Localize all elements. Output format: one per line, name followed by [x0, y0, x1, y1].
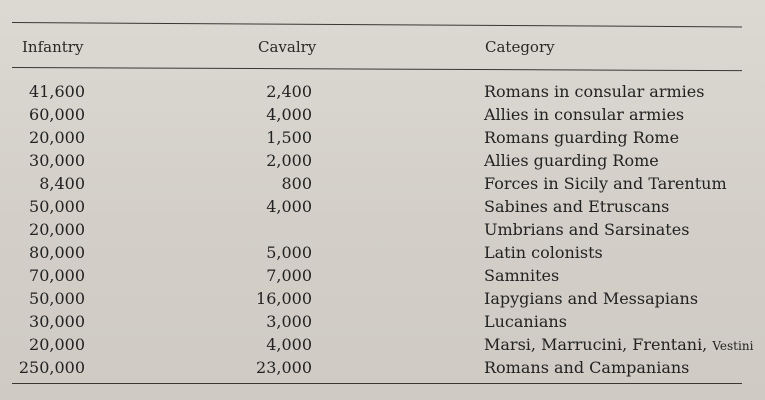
infantry-cell: 20,000 — [29, 128, 85, 147]
top-rule — [12, 22, 742, 27]
cavalry-cell: 4,000 — [266, 105, 312, 124]
category-cell: Allies in consular armies — [484, 105, 685, 124]
infantry-cell: 20,000 — [29, 220, 85, 239]
cavalry-cell: 7,000 — [266, 266, 312, 285]
infantry-cell: 8,400 — [39, 174, 85, 193]
category-extra-text: Vestini — [712, 339, 754, 353]
infantry-cell: 50,000 — [29, 289, 85, 308]
infantry-cell: 50,000 — [29, 197, 85, 216]
infantry-cell: 70,000 — [29, 266, 85, 285]
category-header: Category — [485, 38, 555, 56]
category-cell: Forces in Sicily and Tarentum — [484, 174, 727, 193]
table-row — [0, 310, 765, 333]
table-body — [0, 80, 765, 379]
cavalry-cell: 4,000 — [266, 335, 312, 354]
category-cell: Romans in consular armies — [484, 82, 705, 101]
category-cell: Iapygians and Messapians — [484, 289, 699, 308]
infantry-cell: 41,600 — [29, 82, 85, 101]
cavalry-cell: 5,000 — [266, 243, 312, 262]
table-row — [0, 287, 765, 310]
infantry-cell: 30,000 — [29, 312, 85, 331]
category-cell: Latin colonists — [484, 243, 603, 262]
table-row — [0, 103, 765, 126]
table-row — [0, 149, 765, 172]
category-cell: Sabines and Etruscans — [484, 197, 670, 216]
category-cell: Umbrians and Sarsinates — [484, 220, 690, 239]
cavalry-cell: 2,400 — [266, 82, 312, 101]
category-cell — [484, 333, 753, 358]
cavalry-cell: 16,000 — [256, 289, 312, 308]
table-row — [0, 333, 765, 356]
cavalry-cell: 800 — [281, 174, 312, 193]
category-cell: Lucanians — [484, 312, 567, 331]
table-row — [0, 126, 765, 149]
cavalry-cell: 4,000 — [266, 197, 312, 216]
table-row — [0, 172, 765, 195]
category-cell: Allies guarding Rome — [484, 151, 659, 170]
infantry-cell: 30,000 — [29, 151, 85, 170]
cavalry-header: Cavalry — [258, 38, 317, 56]
category-cell: Samnites — [484, 266, 560, 285]
category-cell: Romans and Campanians — [484, 358, 690, 377]
table-row — [0, 241, 765, 264]
table-row — [0, 356, 765, 379]
cavalry-cell: 23,000 — [256, 358, 312, 377]
header-rule — [12, 67, 742, 71]
bottom-rule — [12, 383, 742, 384]
cavalry-cell: 2,000 — [266, 151, 312, 170]
infantry-cell: 80,000 — [29, 243, 85, 262]
table-row — [0, 195, 765, 218]
table-row — [0, 80, 765, 103]
infantry-cell: 20,000 — [29, 335, 85, 354]
cavalry-cell: 1,500 — [266, 128, 312, 147]
infantry-cell: 60,000 — [29, 105, 85, 124]
table-row — [0, 218, 765, 241]
infantry-cell: 250,000 — [18, 358, 85, 377]
table-row — [0, 264, 765, 287]
cavalry-cell: 3,000 — [266, 312, 312, 331]
category-cell: Romans guarding Rome — [484, 128, 680, 147]
infantry-header: Infantry — [22, 38, 84, 56]
category-text: Marsi, Marrucini, Frentani, — [484, 335, 708, 354]
